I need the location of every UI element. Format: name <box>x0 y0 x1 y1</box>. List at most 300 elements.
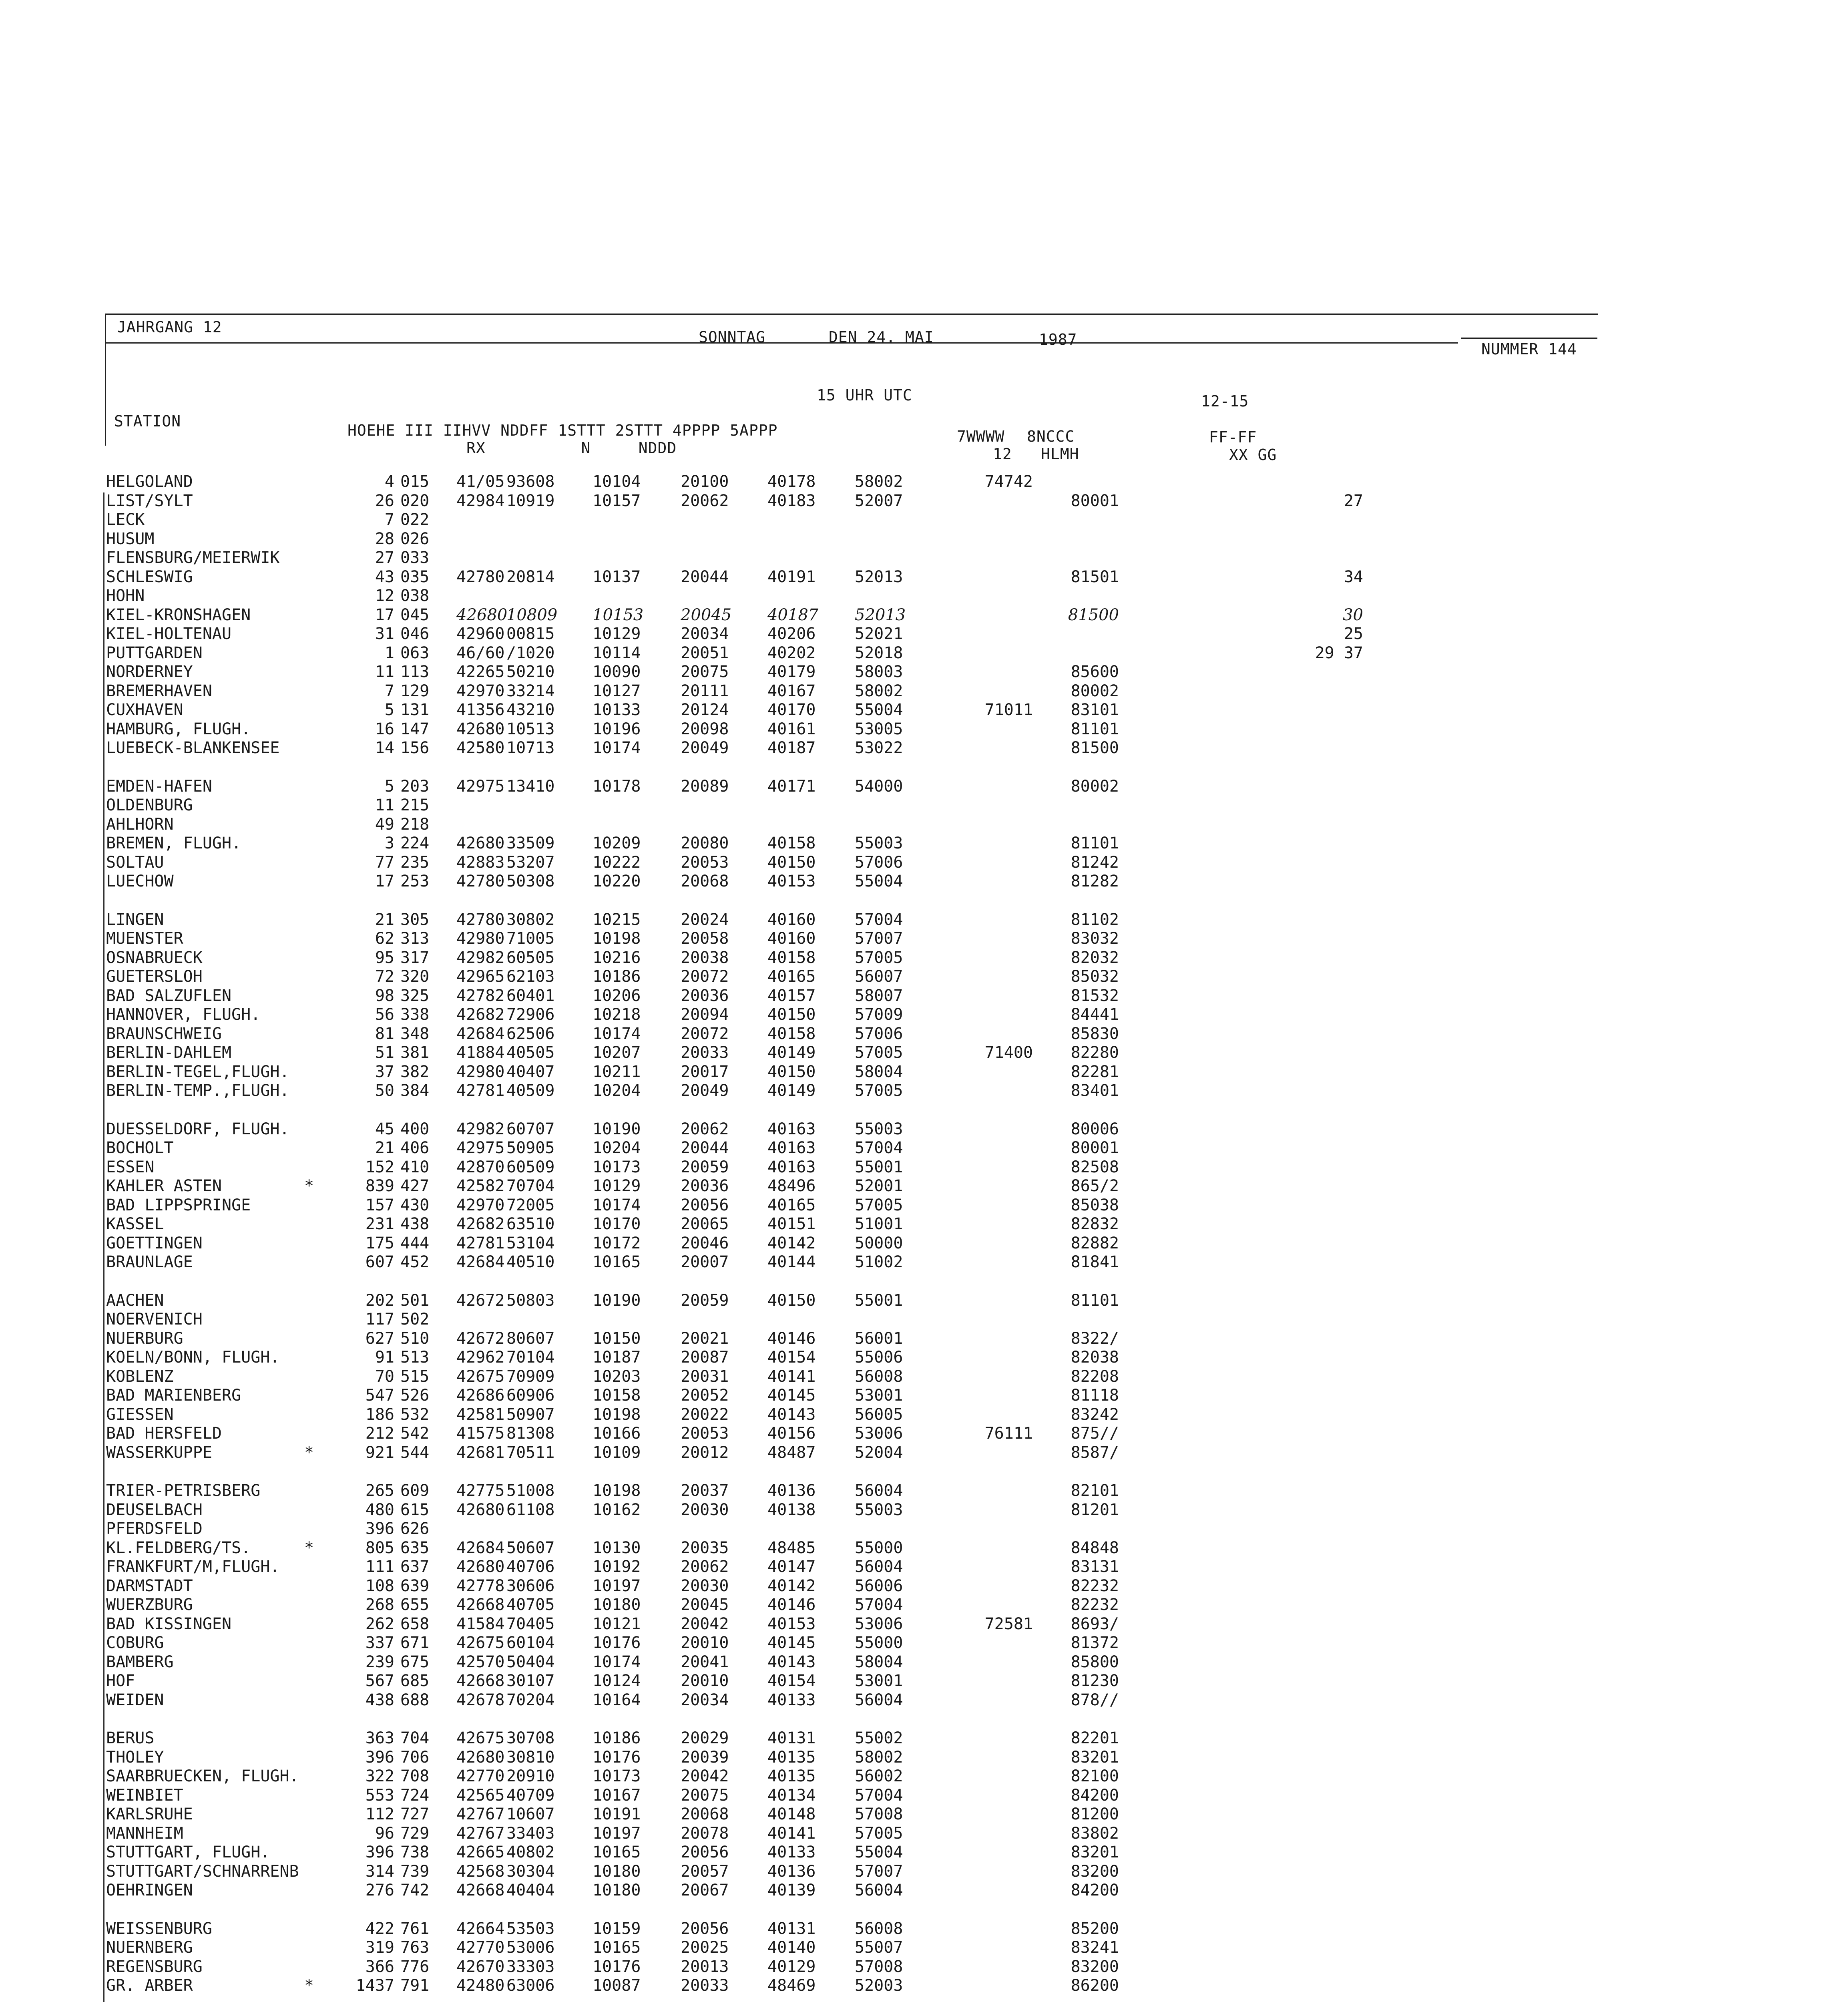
year-label: 1987 <box>1039 331 1077 348</box>
table-row <box>106 1291 1267 1311</box>
group-4pppp: 40187 <box>767 605 819 624</box>
group-1sttt: 10209 <box>593 834 641 852</box>
group-8nccc: 83131 <box>1071 1558 1119 1576</box>
group-1sttt: 10165 <box>593 1843 641 1861</box>
station-name: OEHRINGEN <box>106 1881 193 1899</box>
group-2sttt: 20087 <box>681 1348 729 1367</box>
group-1sttt: 10167 <box>593 1786 641 1805</box>
station-id: 685 <box>400 1672 430 1690</box>
station-name: STUTTGART, FLUGH. <box>106 1843 270 1861</box>
group-1sttt: 10166 <box>593 1424 641 1443</box>
group-2sttt: 20062 <box>681 491 729 510</box>
group-4pppp: 40191 <box>767 567 816 586</box>
group-4pppp: 40146 <box>767 1596 816 1614</box>
group-1sttt: 10204 <box>593 1139 641 1157</box>
station-name: TRIER-PETRISBERG <box>106 1481 261 1500</box>
group-7wwww: 71400 <box>984 1043 1033 1062</box>
station-name: NUERBURG <box>106 1329 183 1348</box>
group-nddff: 60509 <box>506 1158 555 1176</box>
station-name: BAMBERG <box>106 1652 174 1671</box>
station-name: LIST/SYLT <box>106 491 193 510</box>
station-id: 675 <box>400 1652 430 1671</box>
station-height: 438 <box>365 1690 394 1709</box>
group-iihvv: 42975 <box>456 1139 505 1157</box>
group-8nccc: 83200 <box>1071 1957 1119 1976</box>
group-2sttt: 20059 <box>681 1158 729 1176</box>
group-nddff: 33214 <box>506 681 555 700</box>
group-8nccc: 81500 <box>1071 739 1119 757</box>
group-8nccc: 84200 <box>1071 1786 1119 1805</box>
group-nddff: 53006 <box>506 1938 555 1957</box>
group-2sttt: 20075 <box>681 1786 729 1805</box>
group-5appp: 57006 <box>855 1024 903 1043</box>
group-1sttt: 10170 <box>593 1215 641 1233</box>
group-5appp: 55003 <box>855 834 903 852</box>
group-nddff: 72005 <box>506 1196 555 1214</box>
station-height: 21 <box>375 1139 394 1157</box>
station-height: 7 <box>384 681 394 700</box>
group-4pppp: 40141 <box>767 1367 816 1386</box>
group-iihvv: 42984 <box>456 491 505 510</box>
group-8nccc: 83201 <box>1071 1748 1119 1767</box>
group-nddff: 50803 <box>506 1291 555 1310</box>
group-nddff: 33509 <box>506 834 555 852</box>
group-1sttt: 10162 <box>593 1500 641 1519</box>
station-id: 033 <box>400 549 430 567</box>
station-name: HOHN <box>106 587 145 605</box>
date-label: DEN 24. MAI <box>829 328 934 346</box>
column-header-8nccc: 8NCCC <box>1027 428 1075 445</box>
group-iihvv: 42668 <box>456 1881 505 1899</box>
station-height: 1437 <box>356 1976 394 1995</box>
station-height: 81 <box>375 1024 394 1043</box>
station-height: 21 <box>375 910 394 929</box>
table-row <box>106 605 1363 625</box>
group-8nccc: 81841 <box>1071 1253 1119 1271</box>
group-8nccc: 83401 <box>1071 1081 1119 1100</box>
station-name: BAD HERSFELD <box>106 1424 222 1443</box>
table-row <box>106 567 1363 587</box>
group-iihvv: 42883 <box>456 853 505 872</box>
group-nddff: 40705 <box>506 1596 555 1614</box>
group-5appp: 57007 <box>855 1862 903 1881</box>
group-nddff: 00815 <box>506 625 555 643</box>
table-row <box>106 530 1267 549</box>
group-nddff: 63006 <box>506 1976 555 1995</box>
group-4pppp: 40187 <box>767 739 816 757</box>
group-2sttt: 20056 <box>681 1843 729 1861</box>
group-5appp: 55002 <box>855 1729 903 1747</box>
station-id: 046 <box>400 625 430 643</box>
station-height: 14 <box>375 739 394 757</box>
group-1sttt: 10164 <box>593 1690 641 1709</box>
group-8nccc: 83101 <box>1071 701 1119 719</box>
station-id: 438 <box>400 1215 430 1233</box>
station-id: 026 <box>400 529 430 548</box>
group-4pppp: 40129 <box>767 1957 816 1976</box>
group-8nccc: 82280 <box>1071 1043 1119 1062</box>
group-4pppp: 40179 <box>767 663 816 681</box>
station-height: 363 <box>365 1729 394 1747</box>
table-row <box>106 987 1267 1006</box>
group-iihvv: 42960 <box>456 625 505 643</box>
station-id: 452 <box>400 1253 430 1271</box>
group-2sttt: 20124 <box>681 701 729 719</box>
table-row <box>106 643 1363 663</box>
group-ff: 25 <box>1344 625 1363 643</box>
group-4pppp: 40148 <box>767 1805 816 1823</box>
group-5appp: 58002 <box>855 1748 903 1767</box>
group-iihvv: 41356 <box>456 701 505 719</box>
station-id: 063 <box>400 643 430 662</box>
table-row <box>106 1938 1267 1958</box>
station-height: 70 <box>375 1367 394 1386</box>
group-nddff: 53503 <box>506 1919 555 1938</box>
group-5appp: 53001 <box>855 1386 903 1405</box>
station-id: 671 <box>400 1634 430 1652</box>
table-row <box>106 1005 1267 1025</box>
group-nddff: 10713 <box>506 739 555 757</box>
group-nddff: 93608 <box>506 472 555 491</box>
group-1sttt: 10190 <box>593 1120 641 1138</box>
station-height: 27 <box>375 549 394 567</box>
station-id: 626 <box>400 1520 430 1538</box>
group-2sttt: 20022 <box>681 1405 729 1424</box>
station-name: LINGEN <box>106 910 164 929</box>
table-row <box>106 834 1267 853</box>
group-5appp: 57004 <box>855 910 903 929</box>
station-name: MUENSTER <box>106 929 183 948</box>
station-id: 510 <box>400 1329 430 1348</box>
station-height: 567 <box>365 1672 394 1690</box>
station-height: 72 <box>375 967 394 986</box>
group-2sttt: 20038 <box>681 948 729 967</box>
group-iihvv: 41884 <box>456 1043 505 1062</box>
group-8nccc: 81102 <box>1071 910 1119 929</box>
table-row <box>106 929 1267 949</box>
group-4pppp: 40158 <box>767 948 816 967</box>
group-1sttt: 10176 <box>593 1748 641 1767</box>
station-id: 381 <box>400 1043 430 1062</box>
station-name: NOERVENICH <box>106 1310 203 1329</box>
group-iihvv: 42770 <box>456 1938 505 1957</box>
group-8nccc: 84441 <box>1071 1005 1119 1024</box>
group-5appp: 56005 <box>855 1405 903 1424</box>
station-name: WEINBIET <box>106 1786 183 1805</box>
group-iihvv: 42767 <box>456 1805 505 1823</box>
group-2sttt: 20059 <box>681 1291 729 1310</box>
group-2sttt: 20025 <box>681 1938 729 1957</box>
group-nddff: 63510 <box>506 1215 555 1233</box>
group-nddff: 20910 <box>506 1767 555 1785</box>
group-4pppp: 40160 <box>767 929 816 948</box>
group-1sttt: 10180 <box>593 1862 641 1881</box>
station-id: 320 <box>400 967 430 986</box>
station-height: 276 <box>365 1881 394 1899</box>
group-4pppp: 40165 <box>767 967 816 986</box>
station-name: KAHLER ASTEN <box>106 1177 222 1195</box>
table-row <box>106 1558 1267 1577</box>
group-nddff: 62506 <box>506 1024 555 1043</box>
group-5appp: 52003 <box>855 1976 903 1995</box>
station-height: 11 <box>375 796 394 814</box>
station-name: AHLHORN <box>106 815 174 834</box>
station-id: 253 <box>400 872 430 890</box>
group-4pppp: 40160 <box>767 910 816 929</box>
group-1sttt: 10218 <box>593 1005 641 1024</box>
group-4pppp: 40142 <box>767 1234 816 1252</box>
group-2sttt: 20044 <box>681 567 729 586</box>
group-5appp: 58004 <box>855 1652 903 1671</box>
station-name: SOLTAU <box>106 853 164 872</box>
table-row <box>106 1520 1267 1539</box>
group-5appp: 58003 <box>855 663 903 681</box>
table-row <box>106 1729 1267 1748</box>
table-row <box>106 1501 1267 1520</box>
station-name: GR. ARBER <box>106 1976 193 1995</box>
header-rule-bottom <box>105 342 1458 344</box>
group-8nccc: 85038 <box>1071 1196 1119 1214</box>
group-1sttt: 10121 <box>593 1614 641 1633</box>
group-nddff: 70704 <box>506 1177 555 1195</box>
group-5appp: 57005 <box>855 1043 903 1062</box>
group-5appp: 56007 <box>855 967 903 986</box>
group-4pppp: 40183 <box>767 491 816 510</box>
group-8nccc: 82101 <box>1071 1481 1119 1500</box>
station-height: 112 <box>365 1805 394 1823</box>
station-id: 215 <box>400 796 430 814</box>
group-1sttt: 10176 <box>593 1957 641 1976</box>
group-2sttt: 20049 <box>681 739 729 757</box>
group-iihvv: 42680 <box>456 1748 505 1767</box>
group-4pppp: 48469 <box>767 1976 816 1995</box>
table-row <box>106 1443 1267 1463</box>
station-height: 231 <box>365 1215 394 1233</box>
group-1sttt: 10165 <box>593 1938 641 1957</box>
group-2sttt: 20045 <box>681 605 732 624</box>
station-height: 37 <box>375 1062 394 1081</box>
station-name: FRANKFURT/M,FLUGH. <box>106 1558 280 1576</box>
group-8nccc: 865/2 <box>1071 1177 1119 1195</box>
group-8nccc: 80002 <box>1071 681 1119 700</box>
group-8nccc: 82208 <box>1071 1367 1119 1386</box>
station-name: HAMBURG, FLUGH. <box>106 720 251 738</box>
column-header-8nccc-sub: HLMH <box>1041 445 1079 463</box>
group-ff: 27 <box>1344 491 1363 510</box>
station-id: 129 <box>400 681 430 700</box>
group-2sttt: 20031 <box>681 1367 729 1386</box>
group-8nccc: 82232 <box>1071 1576 1119 1595</box>
time-label: 15 UHR UTC <box>817 386 912 404</box>
group-7wwww: 71011 <box>984 701 1033 719</box>
table-row <box>106 1234 1267 1253</box>
group-4pppp: 40202 <box>767 643 816 662</box>
group-5appp: 53005 <box>855 720 903 738</box>
station-id: 317 <box>400 948 430 967</box>
station-height: 16 <box>375 720 394 738</box>
group-1sttt: 10158 <box>593 1386 641 1405</box>
group-5appp: 57009 <box>855 1005 903 1024</box>
group-nddff: 81308 <box>506 1424 555 1443</box>
group-iihvv: 42680 <box>456 720 505 738</box>
group-4pppp: 40165 <box>767 1196 816 1214</box>
station-name: KIEL-HOLTENAU <box>106 625 232 643</box>
group-iihvv: 42684 <box>456 1538 505 1557</box>
group-iihvv: 42980 <box>456 929 505 948</box>
group-1sttt: 10129 <box>593 1177 641 1195</box>
group-8nccc: 82032 <box>1071 948 1119 967</box>
group-4pppp: 40206 <box>767 625 816 643</box>
table-row <box>106 682 1267 701</box>
mountain-marker: * <box>304 1538 314 1557</box>
station-id: 427 <box>400 1177 430 1195</box>
station-id: 022 <box>400 511 430 529</box>
group-5appp: 58007 <box>855 986 903 1005</box>
station-height: 28 <box>375 529 394 548</box>
table-row <box>106 1920 1267 1939</box>
station-height: 152 <box>365 1158 394 1176</box>
group-1sttt: 10180 <box>593 1596 641 1614</box>
table-row <box>106 1767 1267 1786</box>
group-iihvv: 42781 <box>456 1081 505 1100</box>
station-height: 322 <box>365 1767 394 1785</box>
group-1sttt: 10187 <box>593 1348 641 1367</box>
group-1sttt: 10192 <box>593 1558 641 1576</box>
group-4pppp: 40150 <box>767 853 816 872</box>
group-5appp: 57005 <box>855 1196 903 1214</box>
station-id: 430 <box>400 1196 430 1214</box>
group-iihvv: 42580 <box>456 739 505 757</box>
column-header-7wwww: 7WWWW <box>957 428 1005 445</box>
group-nddff: 30606 <box>506 1576 555 1595</box>
station-group <box>106 1920 1267 1996</box>
table-row <box>106 949 1267 968</box>
group-4pppp: 40156 <box>767 1424 816 1443</box>
group-2sttt: 20042 <box>681 1767 729 1785</box>
station-id: 501 <box>400 1291 430 1310</box>
group-4pppp: 40136 <box>767 1862 816 1881</box>
station-height: 98 <box>375 986 394 1005</box>
group-2sttt: 20072 <box>681 967 729 986</box>
station-id: 542 <box>400 1424 430 1443</box>
group-5appp: 56004 <box>855 1690 903 1709</box>
group-nddff: 30810 <box>506 1748 555 1767</box>
station-id: 156 <box>400 739 430 757</box>
group-8nccc: 83200 <box>1071 1862 1119 1881</box>
group-8nccc: 84200 <box>1071 1881 1119 1899</box>
group-1sttt: 10186 <box>593 1729 641 1747</box>
group-8nccc: 85600 <box>1071 663 1119 681</box>
group-iihvv: 42982 <box>456 1120 505 1138</box>
group-4pppp: 40133 <box>767 1690 816 1709</box>
group-5appp: 55004 <box>855 701 903 719</box>
group-8nccc: 80001 <box>1071 491 1119 510</box>
group-2sttt: 20017 <box>681 1062 729 1081</box>
column-header-ff-sub: XX GG <box>1229 446 1277 464</box>
group-iihvv: 42680 <box>456 1558 505 1576</box>
group-iihvv: 42780 <box>456 567 505 586</box>
group-nddff: 10809 <box>506 605 558 624</box>
group-1sttt: 10215 <box>593 910 641 929</box>
group-4pppp: 40143 <box>767 1405 816 1424</box>
group-4pppp: 40145 <box>767 1634 816 1652</box>
station-id: 035 <box>400 567 430 586</box>
group-1sttt: 10173 <box>593 1158 641 1176</box>
group-8nccc: 83241 <box>1071 1938 1119 1957</box>
group-iihvv: 42970 <box>456 681 505 700</box>
group-iihvv: 42782 <box>456 986 505 1005</box>
group-nddff: 60707 <box>506 1120 555 1138</box>
table-row <box>106 911 1267 930</box>
table-row <box>106 1120 1267 1139</box>
table-row <box>106 720 1267 739</box>
group-8nccc: 81242 <box>1071 853 1119 872</box>
group-4pppp: 40163 <box>767 1120 816 1138</box>
group-1sttt: 10174 <box>593 1024 641 1043</box>
station-id: 708 <box>400 1767 430 1785</box>
group-2sttt: 20010 <box>681 1634 729 1652</box>
station-height: 396 <box>365 1843 394 1861</box>
group-2sttt: 20051 <box>681 643 729 662</box>
station-height: 202 <box>365 1291 394 1310</box>
station-name: THOLEY <box>106 1748 164 1767</box>
group-1sttt: 10203 <box>593 1367 641 1386</box>
group-iihvv: 41575 <box>456 1424 505 1443</box>
table-row <box>106 1405 1267 1425</box>
station-height: 111 <box>365 1558 394 1576</box>
group-8nccc: 82232 <box>1071 1596 1119 1614</box>
station-name: HUSUM <box>106 529 155 548</box>
station-id: 609 <box>400 1481 430 1500</box>
station-id: 655 <box>400 1596 430 1614</box>
group-2sttt: 20100 <box>681 472 729 491</box>
station-id: 635 <box>400 1538 430 1557</box>
group-iihvv: 42675 <box>456 1367 505 1386</box>
group-nddff: 70104 <box>506 1348 555 1367</box>
group-2sttt: 20056 <box>681 1919 729 1938</box>
group-4pppp: 40158 <box>767 1024 816 1043</box>
station-id: 615 <box>400 1500 430 1519</box>
station-name: KASSEL <box>106 1215 164 1233</box>
group-nddff: /1020 <box>506 643 555 662</box>
group-5appp: 53022 <box>855 739 903 757</box>
station-id: 382 <box>400 1062 430 1081</box>
station-name: LUEBECK-BLANKENSEE <box>106 739 280 757</box>
station-height: 553 <box>365 1786 394 1805</box>
group-4pppp: 40149 <box>767 1081 816 1100</box>
range-label: 12-15 <box>1201 392 1249 410</box>
station-height: 11 <box>375 663 394 681</box>
group-nddff: 40404 <box>506 1881 555 1899</box>
group-iihvv: 42682 <box>456 1005 505 1024</box>
station-group <box>106 911 1267 1101</box>
station-name: BREMERHAVEN <box>106 681 212 700</box>
group-2sttt: 20030 <box>681 1576 729 1595</box>
station-name: ESSEN <box>106 1158 155 1176</box>
mountain-marker: * <box>304 1443 314 1462</box>
group-2sttt: 20080 <box>681 834 729 852</box>
group-iihvv: 42581 <box>456 1405 505 1424</box>
group-iihvv: 42962 <box>456 1348 505 1367</box>
group-5appp: 56002 <box>855 1767 903 1785</box>
group-nddff: 50907 <box>506 1405 555 1424</box>
station-height: 96 <box>375 1824 394 1843</box>
station-id: 020 <box>400 491 430 510</box>
group-iihvv: 42681 <box>456 1443 505 1462</box>
station-id: 218 <box>400 815 430 834</box>
table-row <box>106 796 1267 815</box>
group-nddff: 53104 <box>506 1234 555 1252</box>
